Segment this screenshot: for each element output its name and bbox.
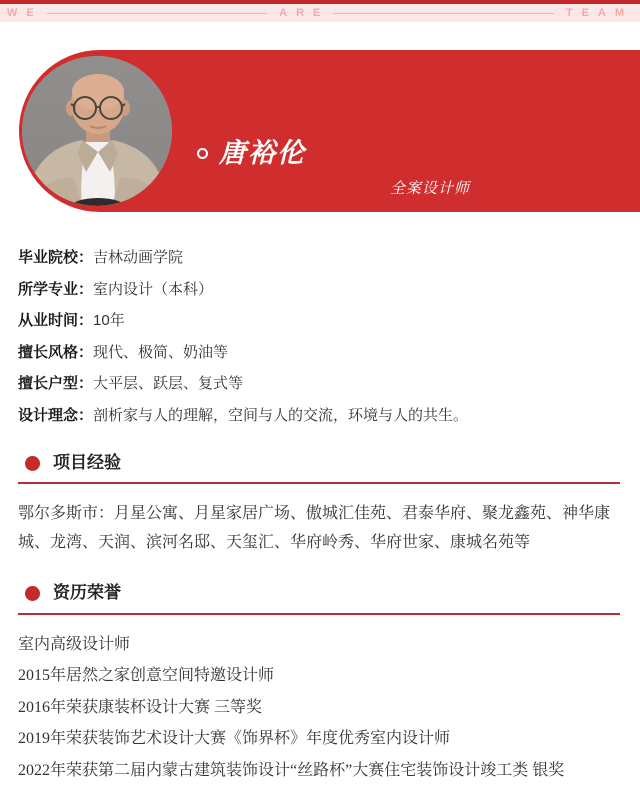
detail-value: 现代、极简、奶油等 (93, 343, 229, 361)
honor-item: 2016年荣获康装杯设计大赛 三等奖 (18, 698, 263, 716)
honor-item: 室内高级设计师 (18, 635, 131, 653)
banner-text-we: WE (7, 6, 43, 19)
detail-row-school (18, 242, 620, 274)
detail-row-styles (18, 337, 620, 369)
red-dot-icon (25, 456, 40, 471)
detail-row-experience-years (18, 305, 620, 337)
designer-job-title: 全案设计师 (390, 180, 471, 197)
designer-name: 唐裕伦 (219, 138, 306, 168)
detail-row-major (18, 274, 620, 306)
profile-details (0, 212, 640, 431)
honors-list (18, 629, 620, 787)
detail-label: 所学专业： (18, 280, 94, 298)
detail-row-philosophy (18, 400, 620, 432)
banner-text-are: ARE (279, 6, 330, 19)
honor-item: 2015年居然之家创意空间特邀设计师 (18, 667, 275, 685)
detail-label: 设计理念： (18, 406, 94, 424)
ring-icon (197, 148, 208, 159)
profile-header-band (19, 50, 640, 212)
spacer (0, 22, 640, 50)
detail-value: 剖析家与人的理解，空间与人的交流，环境与人的共生。 (93, 406, 469, 424)
detail-value: 吉林动画学院 (93, 249, 184, 266)
banner-text-team: TEAM (565, 6, 634, 19)
projects-content: 鄂尔多斯市：月星公寓、月星家居广场、傲城汇佳苑、君泰华府、聚龙鑫苑、神华康城、龙湾、天润、滨河名邸、天玺汇、华府岭秀、华府世家、康城名苑等 (18, 505, 611, 552)
honor-item: 2019年荣获装饰艺术设计大赛《饰界杯》年度优秀室内设计师 (18, 730, 451, 748)
we-are-team-banner (0, 4, 640, 22)
section-header-projects (18, 453, 620, 484)
banner-divider-line (47, 13, 267, 14)
section-header-honors (18, 583, 620, 614)
detail-value: 大平层、跃层、复式等 (93, 375, 244, 392)
detail-label: 擅长风格： (18, 343, 94, 361)
detail-value: 室内设计（本科） (93, 280, 214, 298)
section-title-honors: 资历荣誉 (53, 583, 121, 603)
avatar-illustration (22, 56, 172, 206)
detail-label: 从业时间： (18, 312, 94, 329)
designer-name-row (197, 140, 306, 167)
avatar (22, 56, 172, 206)
banner-divider-line (333, 13, 553, 14)
honor-item: 2022年荣获第二届内蒙古建筑装饰设计“丝路杯”大赛住宅装饰设计竣工类 银奖 (18, 761, 565, 779)
detail-label: 毕业院校： (18, 249, 94, 266)
detail-value: 10年 (93, 312, 125, 329)
detail-row-house-types (18, 368, 620, 400)
section-title-projects: 项目经验 (53, 453, 121, 472)
detail-label: 擅长户型： (18, 375, 94, 392)
red-dot-icon (25, 586, 40, 601)
